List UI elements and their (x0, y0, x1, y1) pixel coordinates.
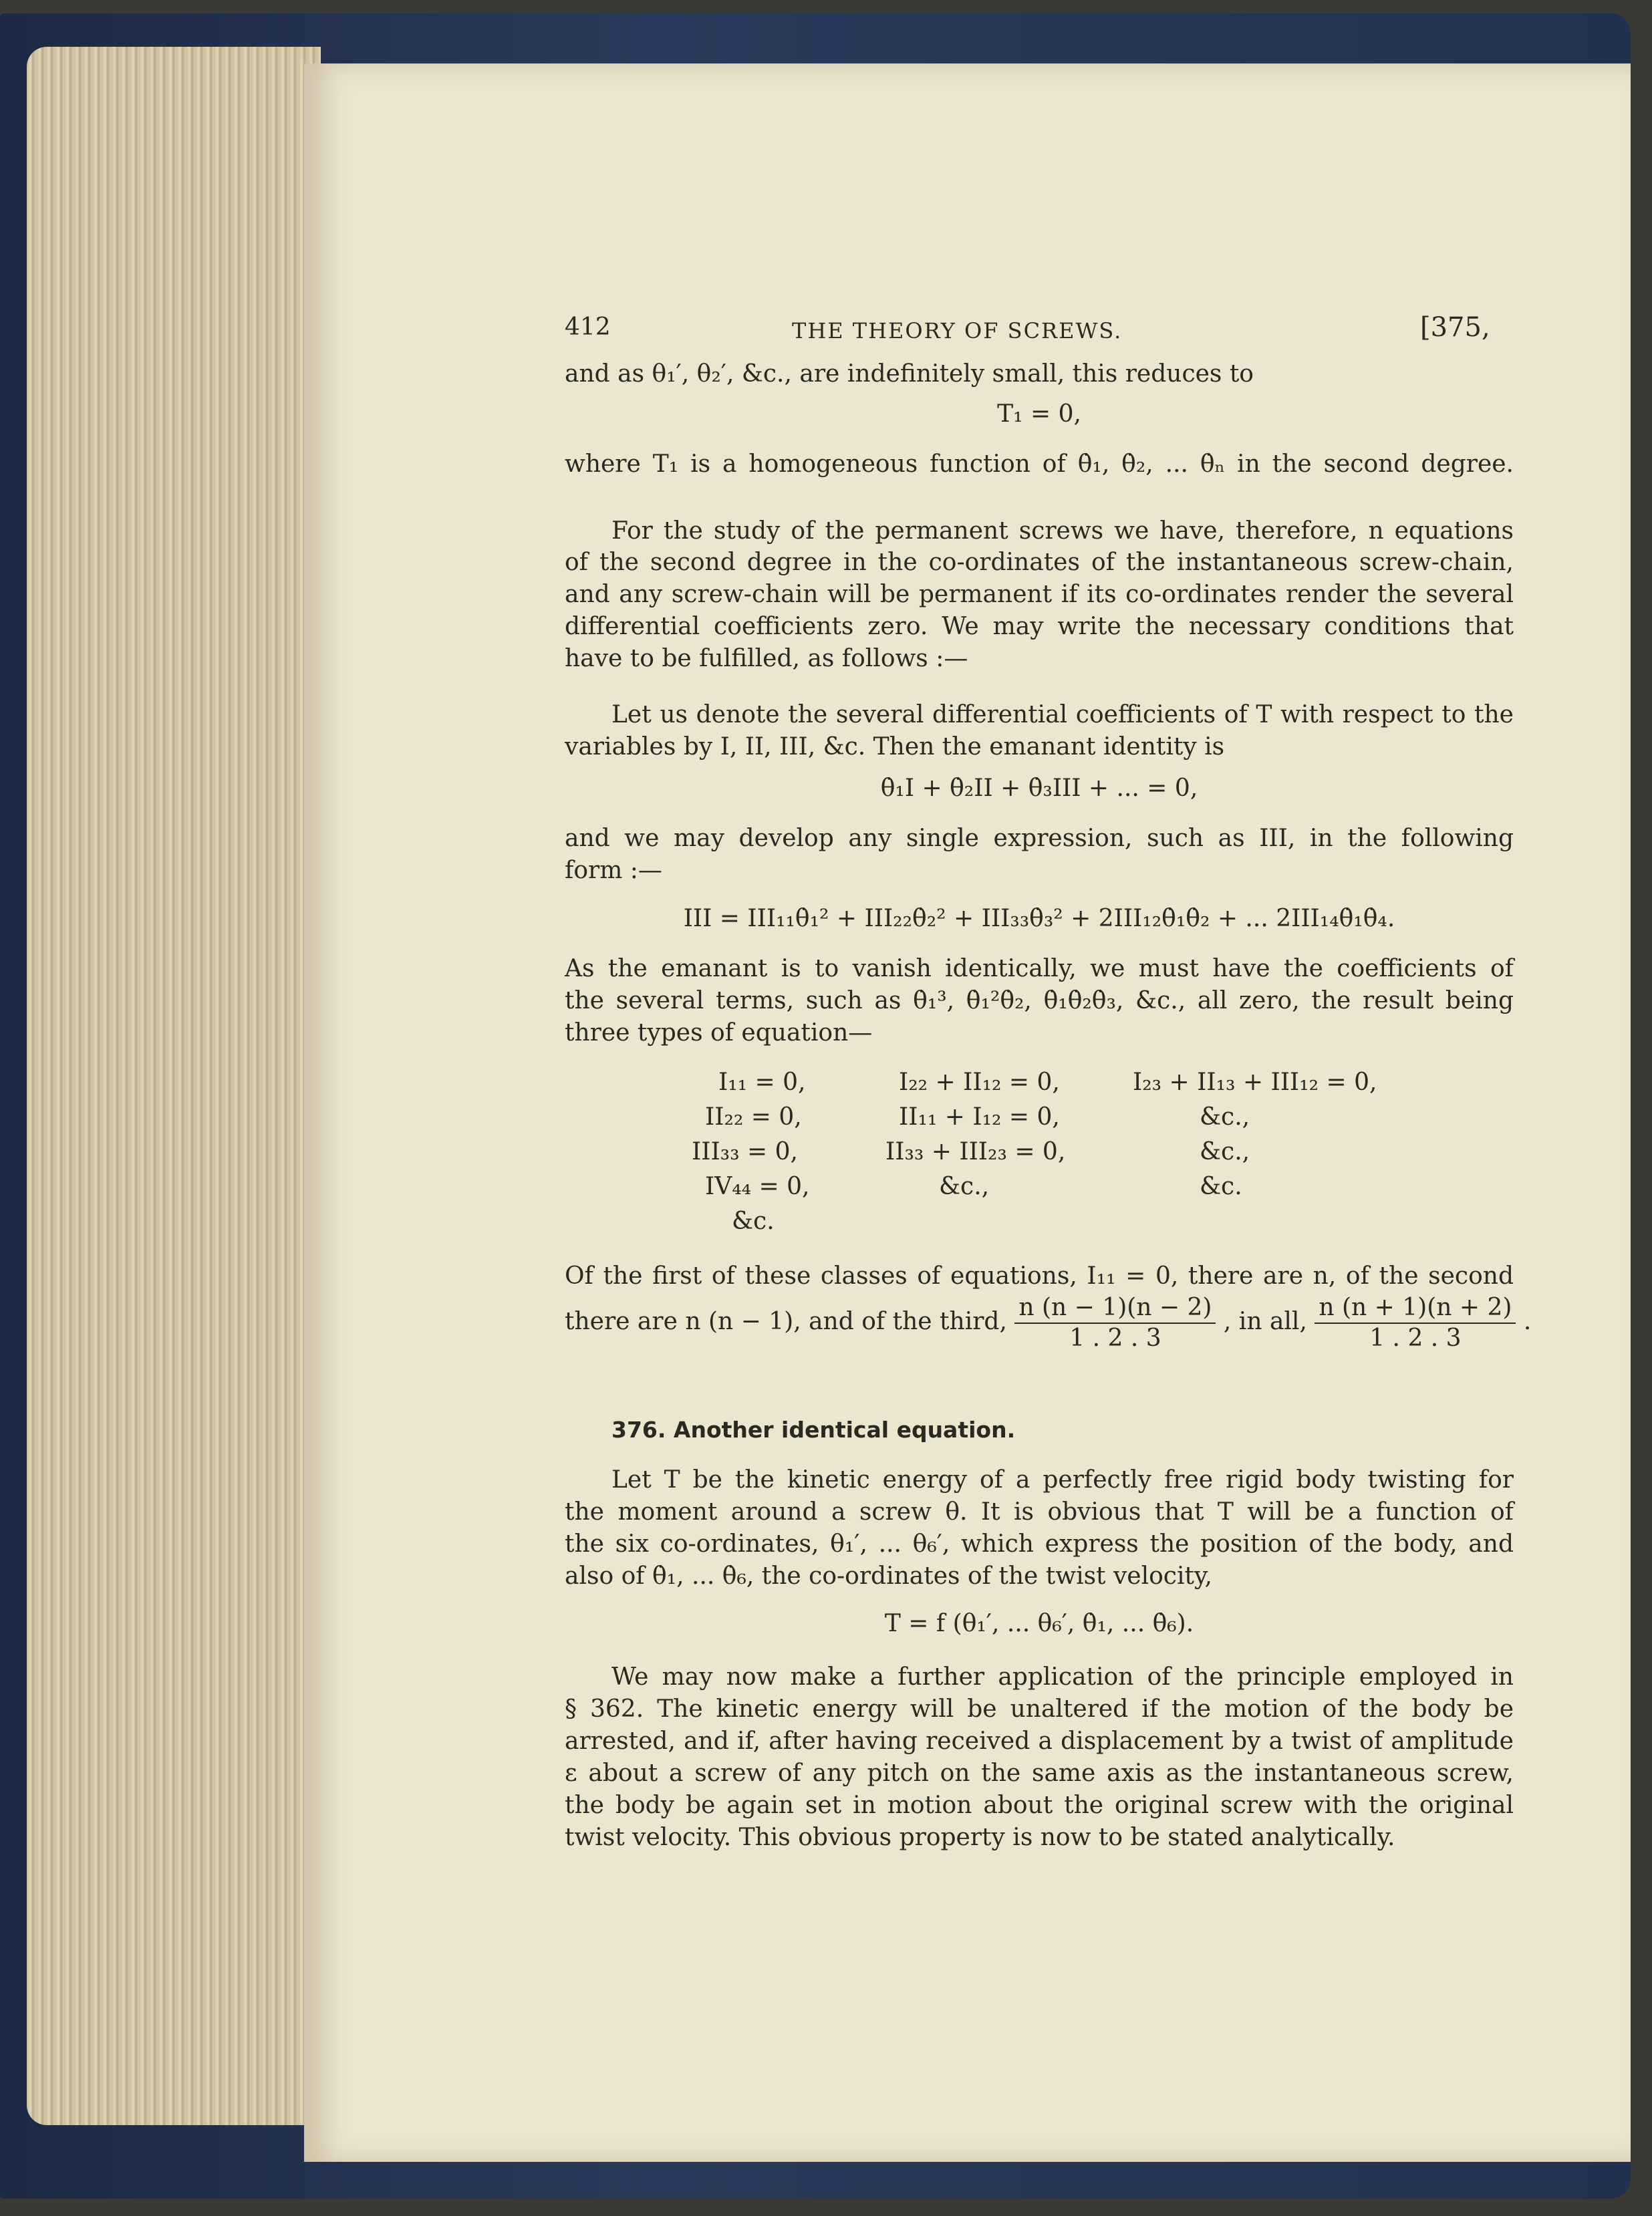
equation: II₁₁ + I₁₂ = 0, (899, 1103, 1060, 1131)
text-line: and we may develop any single expression, such as III, in the following (565, 825, 1514, 852)
equation: &c. (732, 1208, 775, 1235)
text-line: the moment around a screw θ. It is obvious that T will be a function of (565, 1498, 1514, 1526)
fraction-denominator: 1 . 2 . 3 (1369, 1325, 1462, 1352)
text-line: and as θ₁′, θ₂′, &c., are indefinitely small, this reduces to (565, 360, 1254, 388)
text-line: Let T be the kinetic energy of a perfectly free rigid body twisting for (611, 1466, 1514, 1494)
text-line: differential coefficients zero. We may write the necessary conditions that (565, 613, 1514, 640)
fraction-denominator: 1 . 2 . 3 (1069, 1325, 1161, 1352)
text-line: three types of equation— (565, 1019, 873, 1047)
section-title: Another identical equation. (673, 1417, 1016, 1443)
text-fragment: . (1523, 1308, 1532, 1335)
section-reference: [375, (1420, 312, 1490, 343)
text-fragment: , in all, (1223, 1308, 1307, 1335)
text-line: the six co-ordinates, θ₁′, ... θ₆′, which express the position of the body, and (565, 1530, 1514, 1558)
text-line: have to be fulfilled, as follows :— (565, 645, 968, 672)
text-line: For the study of the permanent screws we have, therefore, n equations (611, 517, 1514, 545)
text-line: Let us denote the several differential coefficients of T with respect to the (611, 701, 1514, 728)
equation: I₂₃ + II₁₃ + III₁₂ = 0, (1133, 1069, 1377, 1096)
text-line: the several terms, such as θ̇₁³, θ̇₁²θ̇₂, θ̇₁θ̇₂θ̇₃, &c., all zero, the result being (565, 987, 1514, 1014)
fraction-numerator: n (n + 1)(n + 2) (1315, 1293, 1516, 1324)
text-line: § 362. The kinetic energy will be unaltered if the motion of the body be (565, 1695, 1514, 1723)
text-line: the body be again set in motion about the original screw with the original (565, 1792, 1514, 1819)
text-fragment: there are n (n − 1), and of the third, (565, 1308, 1007, 1335)
equation: III = III₁₁θ̇₁² + III₂₂θ̇₂² + III₃₃θ̇₃² + 2III₁₂θ̇₁θ̇₂ + ... 2III₁₄θ̇₁θ̇₄. (683, 905, 1395, 932)
section-number: 376. (611, 1417, 666, 1443)
section-heading (611, 1413, 1015, 1447)
text-line: where T₁ is a homogeneous function of θ̇₁, θ̇₂, ... θ̇ₙ in the second degree. (565, 450, 1514, 478)
text-line: We may now make a further application of the principle employed in (611, 1663, 1514, 1691)
equation: III₃₃ = 0, (692, 1138, 798, 1165)
page-edges (27, 47, 321, 2125)
running-title: THE THEORY OF SCREWS. (792, 318, 1123, 343)
text-line: arrested, and if, after having received a displacement by a twist of amplitude (565, 1727, 1514, 1755)
equation: I₁₁ = 0, (718, 1069, 806, 1096)
page-number: 412 (565, 313, 611, 341)
text-line: and any screw-chain will be permanent if its co-ordinates render the several (565, 581, 1514, 608)
equation: &c. (1200, 1173, 1242, 1200)
equation: I₂₂ + II₁₂ = 0, (899, 1069, 1060, 1096)
text-line: As the emanant is to vanish identically, we must have the coefficients of (565, 955, 1514, 982)
text-line: variables by I, II, III, &c. Then the emanant identity is (565, 733, 1225, 760)
fraction-numerator: n (n − 1)(n − 2) (1014, 1293, 1216, 1324)
equation: IV₄₄ = 0, (705, 1173, 810, 1200)
book-page (304, 63, 1631, 2162)
equation: II₂₂ = 0, (705, 1103, 802, 1131)
equation: T = f (θ₁′, ... θ₆′, θ̇₁, ... θ̇₆). (884, 1610, 1194, 1637)
equation: II₃₃ + III₂₃ = 0, (885, 1138, 1066, 1165)
equation: &c., (939, 1173, 990, 1200)
text-line-with-fractions (565, 1293, 1531, 1353)
text-line: ε about a screw of any pitch on the same axis as the instantaneous screw, (565, 1760, 1514, 1787)
equation: T₁ = 0, (997, 400, 1081, 428)
equation: &c., (1200, 1138, 1250, 1165)
fraction (1014, 1293, 1216, 1353)
text-line: Of the first of these classes of equations, I₁₁ = 0, there are n, of the second (565, 1262, 1514, 1290)
text-line: of the second degree in the co-ordinates of the instantaneous screw-chain, (565, 549, 1514, 576)
text-line: also of θ̇₁, ... θ̇₆, the co-ordinates of the twist velocity, (565, 1562, 1212, 1590)
equation: &c., (1200, 1103, 1250, 1131)
equation: θ̇₁I + θ̇₂II + θ̇₃III + ... = 0, (880, 775, 1198, 802)
text-line: form :— (565, 857, 662, 884)
text-line: twist velocity. This obvious property is now to be stated analytically. (565, 1824, 1395, 1851)
fraction (1315, 1293, 1516, 1353)
